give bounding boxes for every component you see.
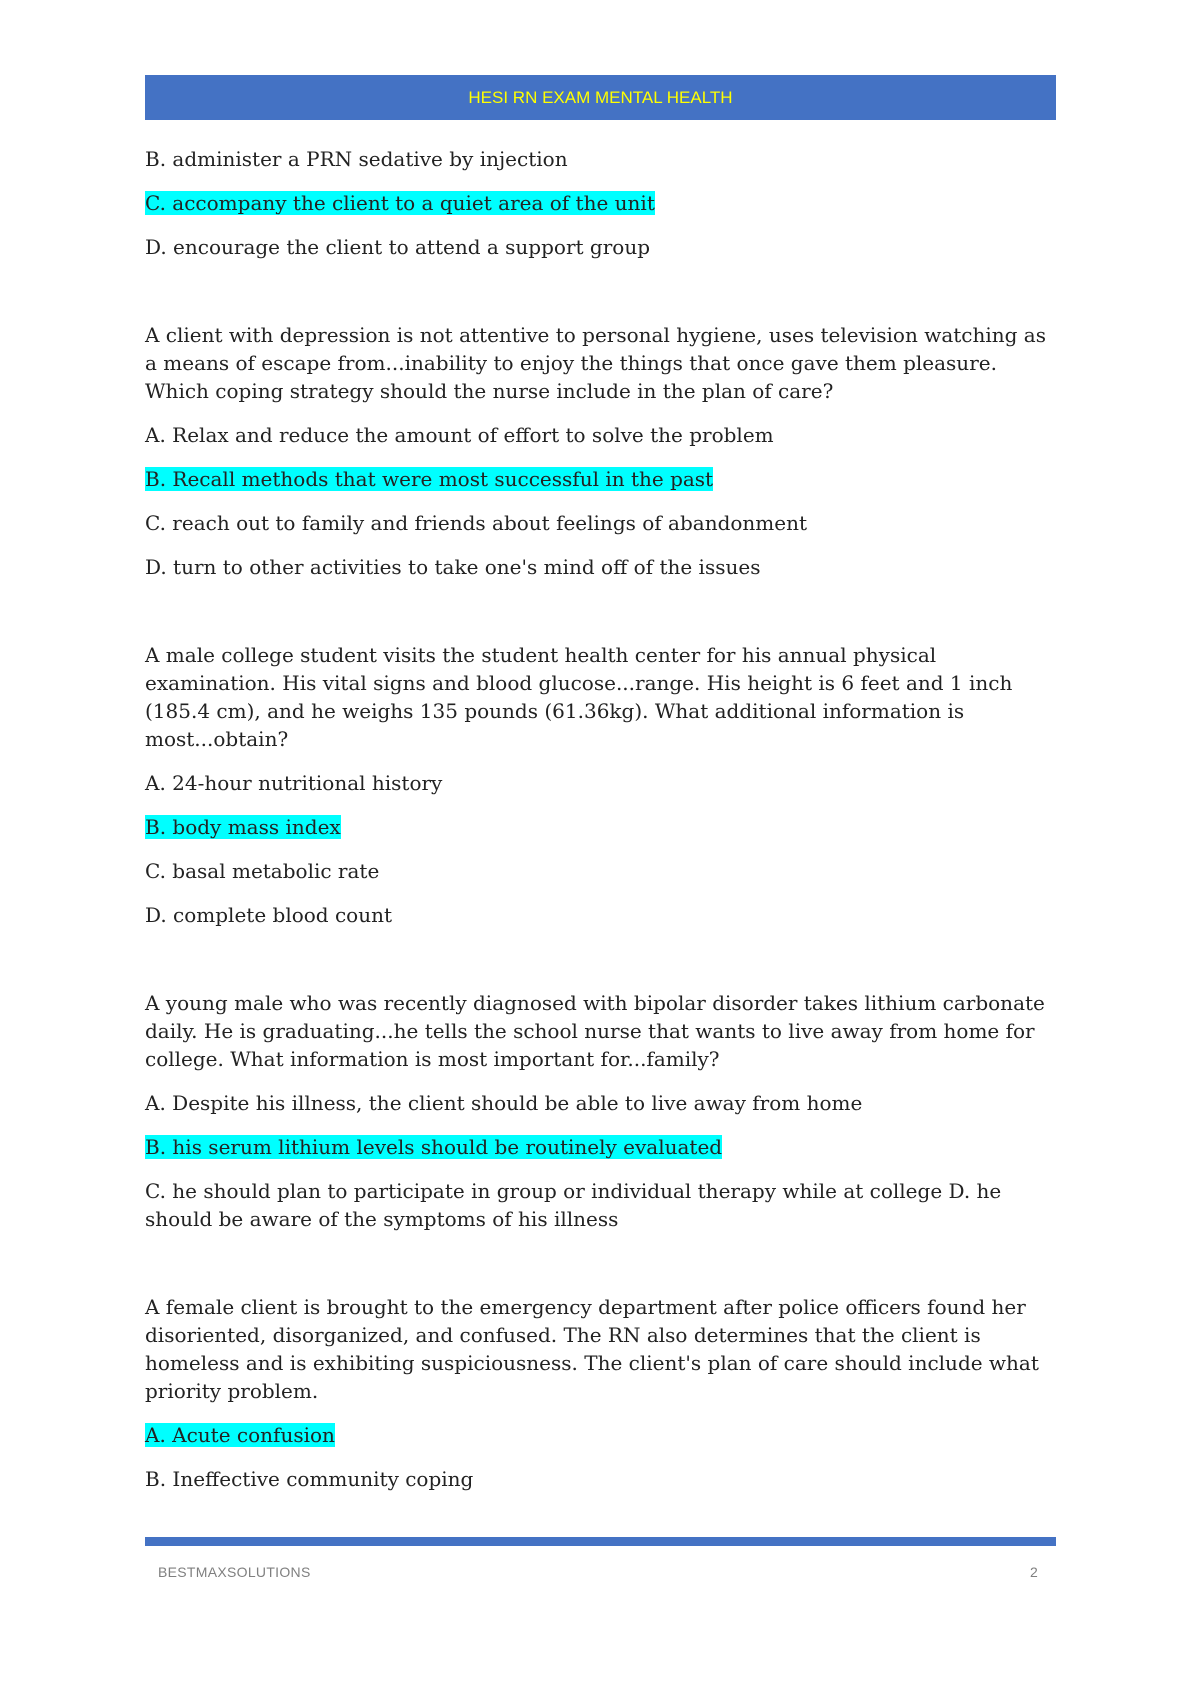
answer-option-text: C. he should plan to participate in group or individual therapy while at college D. he should be aware of the symptoms of his illness bbox=[145, 1179, 1002, 1231]
question-block bbox=[145, 145, 1056, 261]
answer-option-text: A. Despite his illness, the client should be able to live away from home bbox=[145, 1091, 863, 1115]
question-text: A young male who was recently diagnosed with bipolar disorder takes lithium carbonate daily. He is graduating...he tells the school nurse that wants to live away from home for college. What information is most important for...family? bbox=[145, 991, 1045, 1071]
answer-option bbox=[145, 857, 1056, 885]
answer-option-text: D. turn to other activities to take one's mind off of the issues bbox=[145, 555, 761, 579]
answer-option bbox=[145, 553, 1056, 581]
answer-option-text: B. Recall methods that were most successful in the past bbox=[145, 467, 714, 491]
answer-option bbox=[145, 1089, 1056, 1117]
answer-option bbox=[145, 421, 1056, 449]
answer-option-text: A. Relax and reduce the amount of effort to solve the problem bbox=[145, 423, 774, 447]
footer-rule bbox=[145, 1537, 1056, 1546]
answer-option bbox=[145, 901, 1056, 929]
answer-option-text: A. 24-hour nutritional history bbox=[145, 771, 443, 795]
header-title: HESI RN EXAM MENTAL HEALTH bbox=[468, 87, 733, 107]
question-block bbox=[145, 1293, 1056, 1493]
answer-option-correct bbox=[145, 1133, 1056, 1161]
answer-option-text: A. Acute confusion bbox=[145, 1423, 335, 1447]
footer-brand: BESTMAXSOLUTIONS bbox=[158, 1564, 311, 1580]
answer-option-correct bbox=[145, 813, 1056, 841]
answer-option-text: D. encourage the client to attend a support group bbox=[145, 235, 650, 259]
answer-option-text: C. reach out to family and friends about feelings of abandonment bbox=[145, 511, 808, 535]
answer-option bbox=[145, 509, 1056, 537]
answer-option-correct bbox=[145, 1421, 1056, 1449]
page-number: 2 bbox=[1030, 1564, 1038, 1580]
answer-option-correct bbox=[145, 189, 1056, 217]
question-text: A male college student visits the student health center for his annual physical examination. His vital signs and blood glucose...range. His height is 6 feet and 1 inch (185.4 cm), and he weighs 135 pounds (61.36kg). What additional information is most...obtain? bbox=[145, 643, 1013, 751]
question-block bbox=[145, 641, 1056, 929]
page-header-bar bbox=[145, 75, 1056, 120]
answer-option bbox=[145, 233, 1056, 261]
answer-option-text: C. accompany the client to a quiet area of the unit bbox=[145, 191, 655, 215]
answer-option-text: B. administer a PRN sedative by injection bbox=[145, 147, 568, 171]
question-text: A client with depression is not attentive to personal hygiene, uses television watching as a means of escape from...inability to enjoy the things that once gave them pleasure. Which coping strategy should the nurse include in the plan of care? bbox=[145, 323, 1046, 403]
question-block bbox=[145, 989, 1056, 1233]
answer-option bbox=[145, 1177, 1056, 1233]
answer-option-text: B. body mass index bbox=[145, 815, 341, 839]
document-content bbox=[145, 145, 1056, 1509]
answer-option-text: D. complete blood count bbox=[145, 903, 392, 927]
answer-option-correct bbox=[145, 465, 1056, 493]
answer-option-text: B. his serum lithium levels should be routinely evaluated bbox=[145, 1135, 723, 1159]
question-block bbox=[145, 321, 1056, 581]
answer-option bbox=[145, 769, 1056, 797]
answer-option-text: C. basal metabolic rate bbox=[145, 859, 380, 883]
answer-option bbox=[145, 145, 1056, 173]
answer-option bbox=[145, 1465, 1056, 1493]
question-text: A female client is brought to the emergency department after police officers found her disoriented, disorganized, and confused. The RN also determines that the client is homeless and is exhibiting suspiciousness. The client's plan of care should include what priority problem. bbox=[145, 1295, 1039, 1403]
answer-option-text: B. Ineffective community coping bbox=[145, 1467, 474, 1491]
